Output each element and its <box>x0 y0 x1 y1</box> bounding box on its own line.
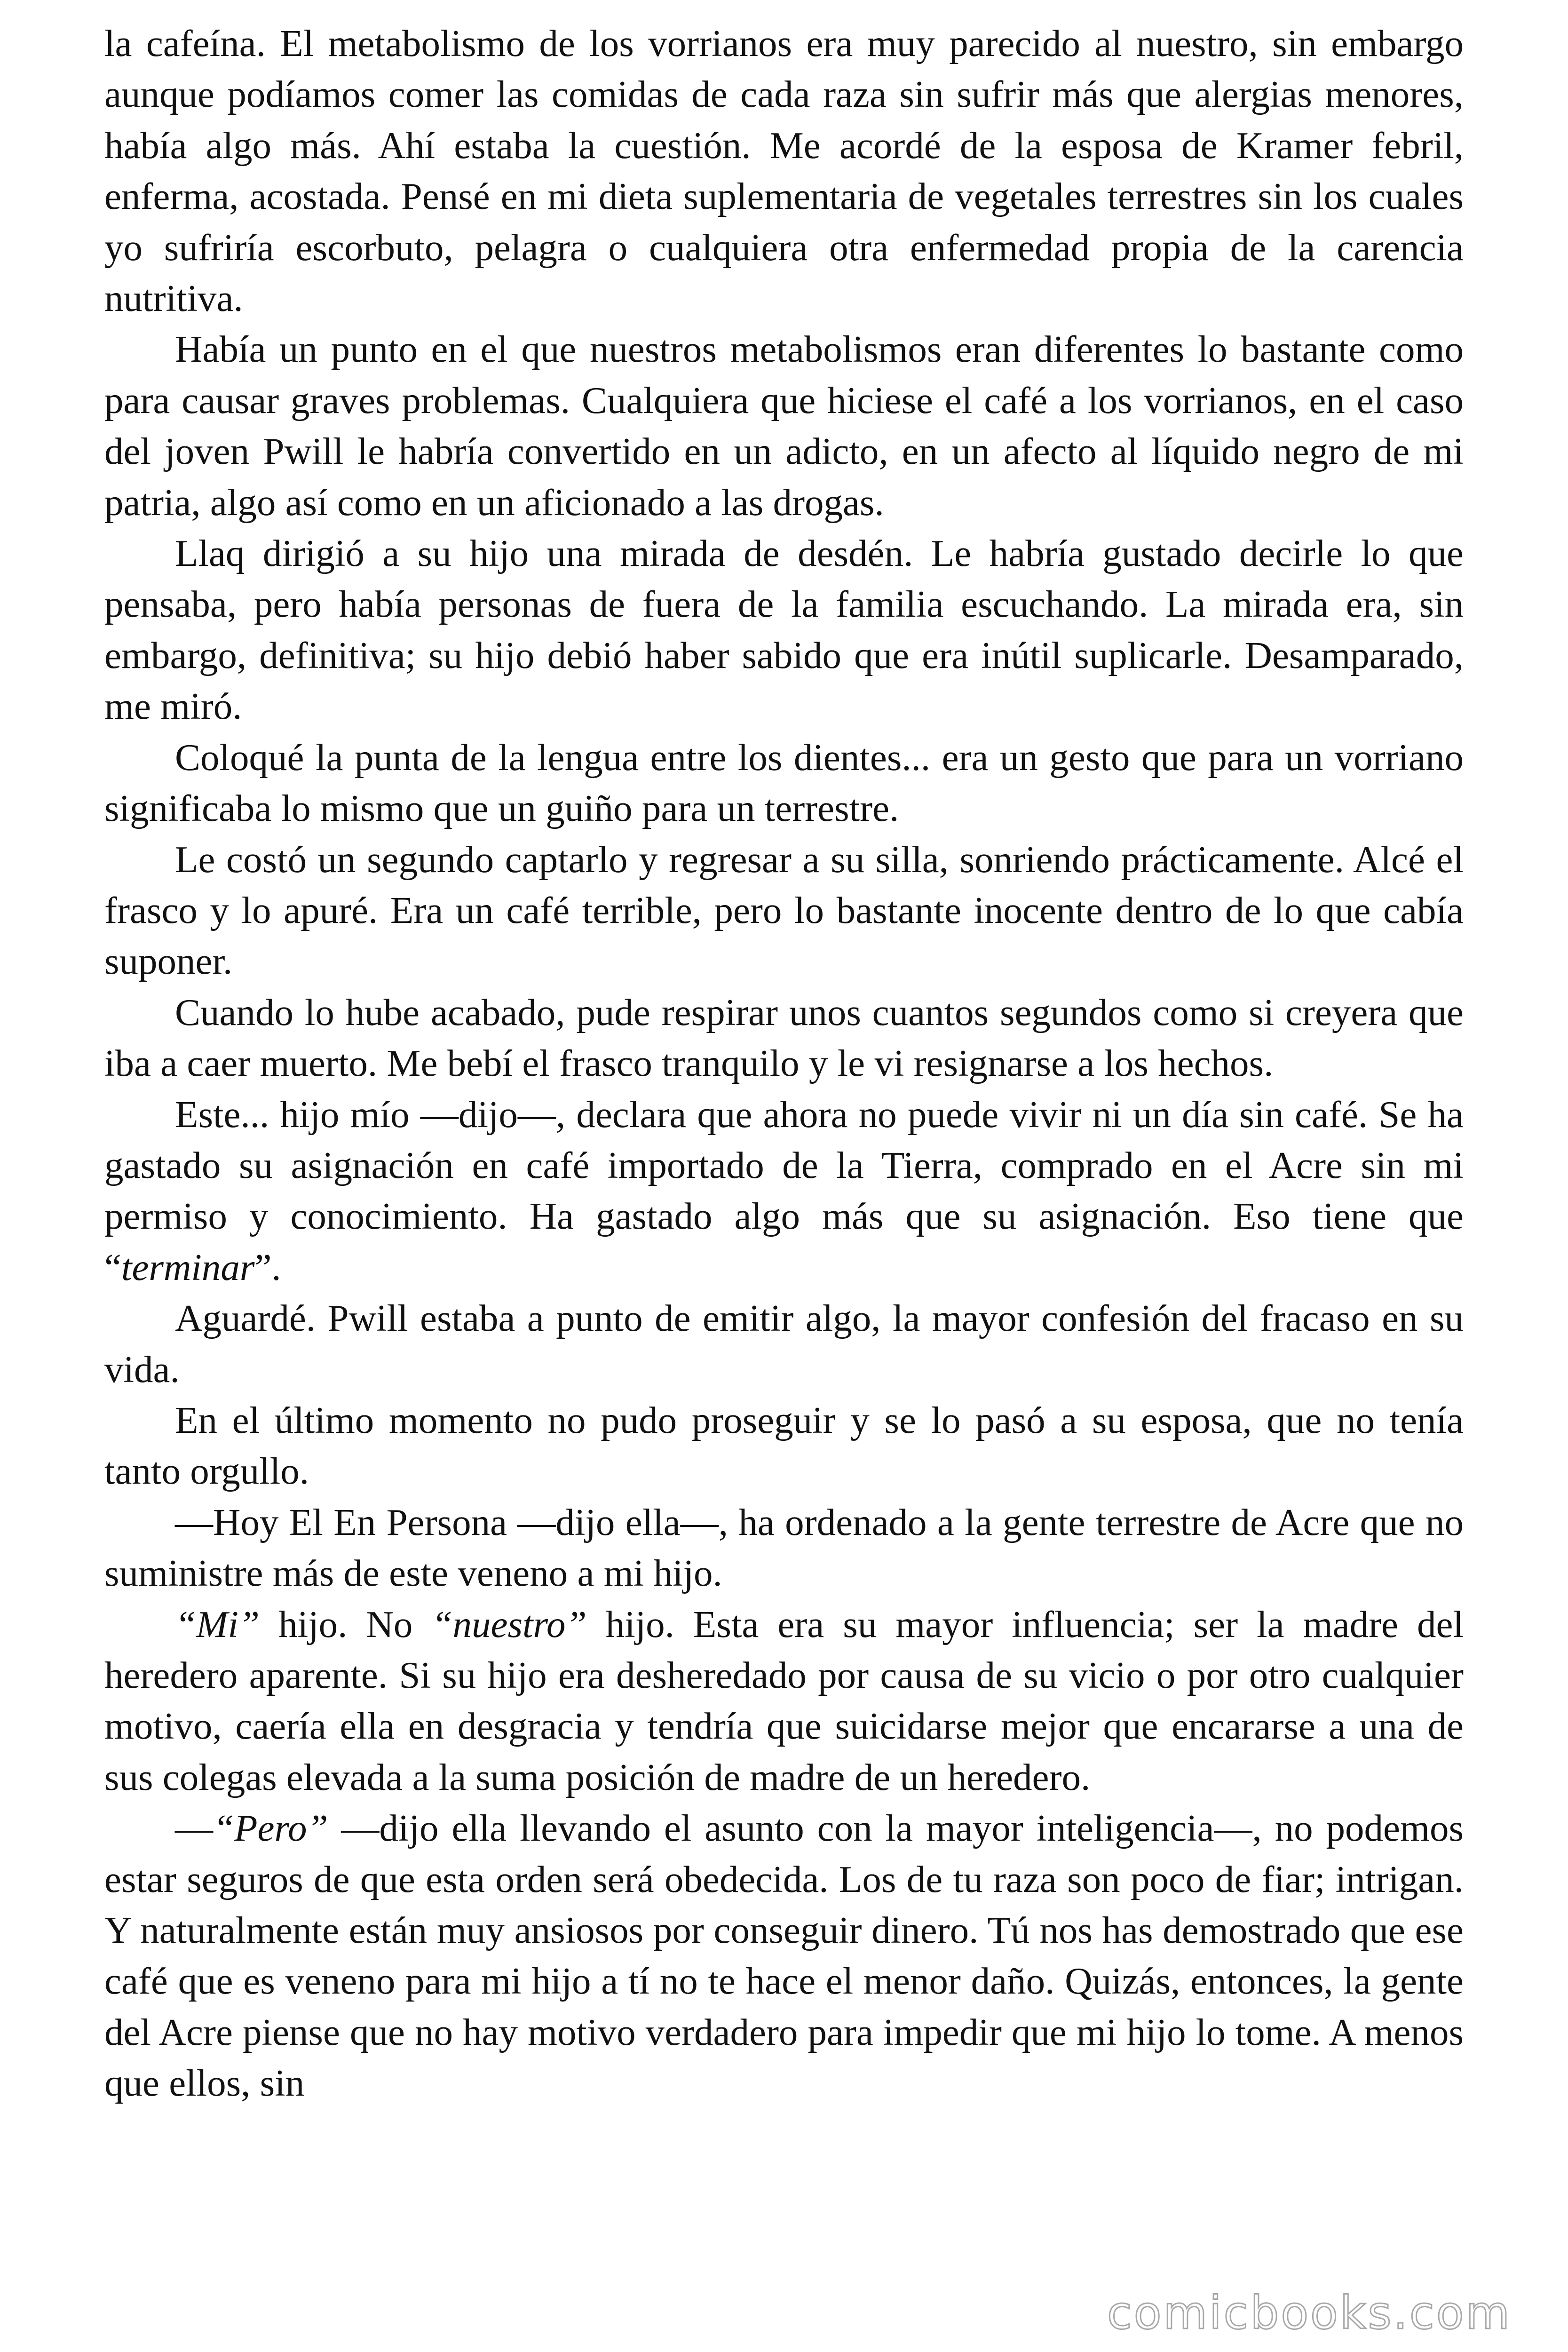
paragraph-text: — <box>175 1807 213 1850</box>
paragraph-text: ”. <box>254 1246 281 1288</box>
paragraph <box>104 1089 1464 1293</box>
paragraph-text: Había un punto en el que nuestros metabolismos eran diferentes lo bastante como para causar graves problemas. Cualquiera que hiciese el café a los vorrianos, en el caso del joven Pwill le habría convertido en un adicto, en un afecto al líquido negro de mi patria, algo así como en un aficionado a las drogas. <box>104 328 1464 524</box>
italic-text: “Pero” <box>213 1807 328 1850</box>
paragraph-text: —dijo ella llevando el asunto con la mayor inteligencia—, no podemos estar seguros de que esta orden será obedecida. Los de tu raza son poco de fiar; intrigan. Y naturalmente están muy ansiosos por conseguir dinero. Tú nos has demostrado que ese café que es veneno para mi hijo a tí no te hace el menor daño. Quizás, entonces, la gente del Acre piense que no hay motivo verdadero para impedir que mi hijo lo tome. A menos que ellos, sin <box>104 1807 1464 2105</box>
paragraph-text: Aguardé. Pwill estaba a punto de emitir algo, la mayor confesión del fracaso en su vida. <box>104 1297 1464 1391</box>
paragraph <box>104 18 1464 324</box>
paragraph <box>104 834 1464 987</box>
paragraph-text: Este... hijo mío —dijo—, declara que ahora no puede vivir ni un día sin café. Se ha gastado su asignación en café importado de la Tierra, comprado en el Acre sin mi permiso y conocimiento. Ha gastado algo más que su asignación. Eso tiene que “ <box>104 1093 1464 1288</box>
paragraph-text: —Hoy El En Persona —dijo ella—, ha ordenado a la gente terrestre de Acre que no suministre más de este veneno a mi hijo. <box>104 1501 1464 1595</box>
paragraph <box>104 528 1464 732</box>
paragraph <box>104 1497 1464 1599</box>
paragraph-text: la cafeína. El metabolismo de los vorrianos era muy parecido al nuestro, sin embargo aunque podíamos comer las comidas de cada raza sin sufrir más que alergias menores, había algo más. Ahí estaba la cuestión. Me acordé de la esposa de Kramer febril, enferma, acostada. Pensé en mi dieta suplementaria de vegetales terrestres sin los cuales yo sufriría escorbuto, pelagra o cualquiera otra enfermedad propia de la carencia nutritiva. <box>104 22 1464 320</box>
paragraph <box>104 1803 1464 2108</box>
paragraph <box>104 987 1464 1089</box>
paragraph <box>104 1599 1464 1803</box>
italic-text: terminar <box>121 1246 255 1288</box>
paragraph-text: Llaq dirigió a su hijo una mirada de desdén. Le habría gustado decirle lo que pensaba, pero había personas de fuera de la familia escuchando. La mirada era, sin embargo, definitiva; su hijo debió haber sabido que era inútil suplicarle. Desamparado, me miró. <box>104 532 1464 728</box>
paragraph-text: Le costó un segundo captarlo y regresar a su silla, sonriendo prácticamente. Alcé el frasco y lo apuré. Era un café terrible, pero lo bastante inocente dentro de lo que cabía suponer. <box>104 838 1464 983</box>
italic-text: “nuestro” <box>431 1603 587 1645</box>
paragraph-text: Cuando lo hube acabado, pude respirar unos cuantos segundos como si creyera que iba a caer muerto. Me bebí el frasco tranquilo y le vi resignarse a los hechos. <box>104 991 1464 1085</box>
paragraph <box>104 732 1464 834</box>
paragraph <box>104 1293 1464 1395</box>
paragraph-text: hijo. Esta era su mayor influencia; ser la madre del heredero aparente. Si su hijo era desheredado por causa de su vicio o por otro cualquier motivo, caería ella en desgracia y tendría que suicidarse mejor que encararse a una de sus colegas elevada a la suma posición de madre de un heredero. <box>104 1603 1464 1798</box>
paragraph <box>104 324 1464 528</box>
italic-text: “Mi” <box>175 1603 260 1645</box>
paragraph-text: En el último momento no pudo proseguir y se lo pasó a su esposa, que no tenía tanto orgullo. <box>104 1398 1464 1493</box>
paragraph-text: Coloqué la punta de la lengua entre los dientes... era un gesto que para un vorriano significaba lo mismo que un guiño para un terrestre. <box>104 736 1464 830</box>
watermark: comicbooks.com <box>1107 2287 1512 2339</box>
page-text-body <box>104 18 1464 2109</box>
paragraph <box>104 1395 1464 1497</box>
paragraph-text: hijo. No <box>260 1603 432 1645</box>
